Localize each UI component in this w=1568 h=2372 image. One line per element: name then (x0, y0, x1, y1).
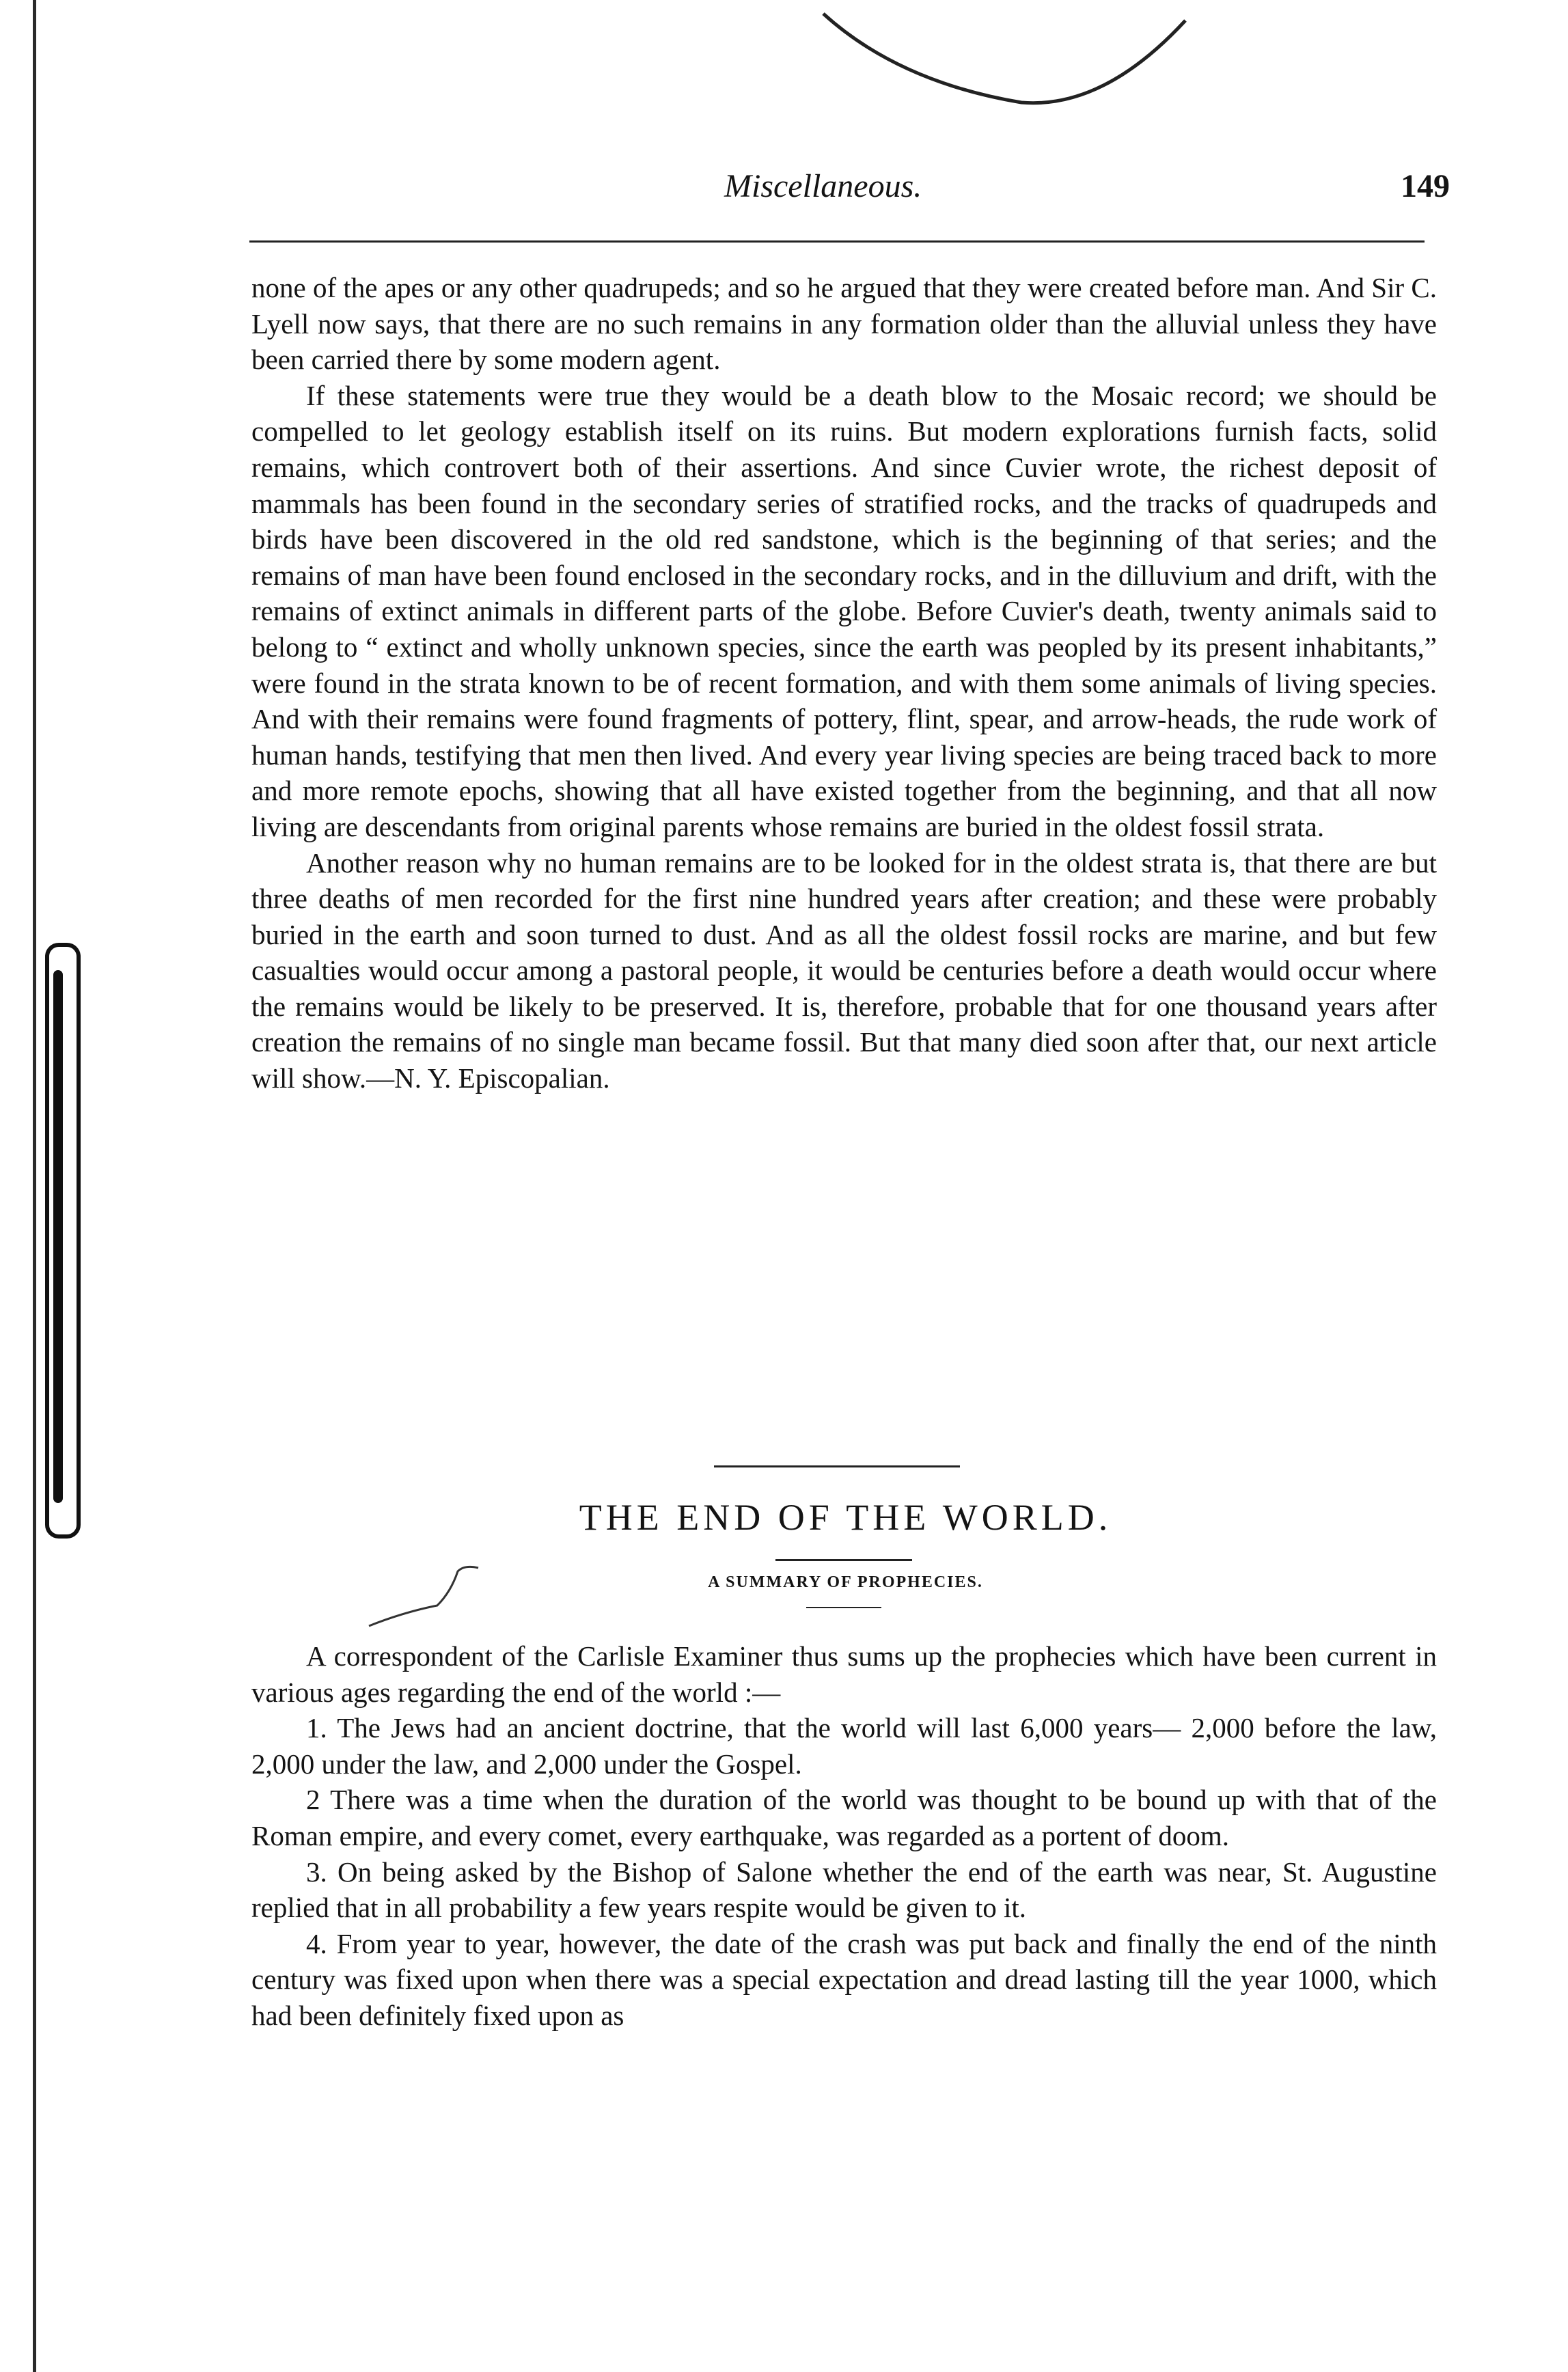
page-number: 149 (1401, 168, 1450, 204)
paragraph: Another reason why no human remains are to be looked for in the oldest strata is, that there are but three deaths of men recorded for the first nine hundred years after creation; and these were probably buried in the earth and soon turned to dust. And as all the oldest fossil rocks are marine, and but few casualties would occur among a pastoral people, it would be centuries before a death would occur where the remains would be likely to be preserved. It is, therefore, probable that for one thousand years after creation the remains of no single man became fossil. But that many died soon after that, our next article will show.—N. Y. Episcopalian. (251, 846, 1437, 1094)
paragraph: none of the apes or any other quadrupeds; and so he argued that they were created before man. And Sir C. Lyell now says, that there are no such remains in any formation older than the alluvial unless they have been carried there by some modern agent. (251, 272, 1437, 376)
binding-wedge-shadow (45, 943, 81, 1539)
running-head (0, 167, 1450, 222)
article-title: THE END OF THE WORLD. (579, 1497, 1112, 1538)
ink-arc-mark (816, 7, 1199, 116)
article-subtitle: A SUMMARY OF PROPHECIES. (708, 1573, 983, 1591)
pen-stroke-mark (355, 1558, 492, 1640)
paragraph: If these statements were true they would be a death blow to the Mosaic record; we should be compelled to let geology establish itself on its ruins. But modern explorations furnish facts, solid remains, which controvert both of their assertions. And since Cuvier wrote, the richest deposit of mammals has been found in the secondary series of stratified rocks, and the tracks of quadrupeds and birds have been discovered in the old red sandstone, which is the beginning of that series; and the remains of man have been found enclosed in the secondary rocks, and in the dilluvium and drift, with the remains of extinct animals in different parts of the globe. Before Cuvier's death, twenty animals said to belong to “ extinct and wholly unknown species, since the earth was peopled by its present inhabitants,” were found in the strata known to be of recent formation, and with them some animals of living species. And with their remains were found fragments of pottery, flint, spear, and arrow-heads, the rude work of human hands, testifying that men then lived. And every year living species are being traced back to more and more remote epochs, showing that all have existed together from the beginning, and that all now living are descendants from original parents whose remains are buried in the oldest fossil strata. (251, 379, 1437, 842)
article-body-bottom (251, 1638, 1437, 2034)
list-item: 1. The Jews had an ancient doctrine, that the world will last 6,000 years— 2,000 before the law, 2,000 under the law, and 2,000 under the Gospel. (251, 1712, 1437, 1780)
binding-edge-shadow (33, 0, 36, 2372)
list-item: 4. From year to year, however, the date of the crash was put back and finally the end of the ninth century was fixed upon when there was a special expectation and dread lasting till the year 1000, which had been definitely fixed upon as (251, 1927, 1437, 2031)
binding-wedge-core (53, 970, 63, 1503)
list-item: 2 There was a time when the duration of the world was thought to be bound up with that of the Roman empire, and every comet, every earthquake, was regarded as a portent of doom. (251, 1784, 1437, 1851)
running-title: Miscellaneous. (724, 168, 922, 204)
section-divider (714, 1465, 960, 1467)
list-item: 3. On being asked by the Bishop of Salone whether the end of the earth was near, St. Augustine replied that in all probability a few years respite would be given to it. (251, 1856, 1437, 1924)
title-rule (775, 1559, 912, 1561)
header-rule (249, 240, 1425, 243)
paragraph: A correspondent of the Carlisle Examiner thus sums up the prophecies which have been current in various ages regarding the end of the world :— (251, 1640, 1437, 1708)
subtitle-rule (806, 1607, 881, 1608)
article-body-top (251, 270, 1437, 1097)
